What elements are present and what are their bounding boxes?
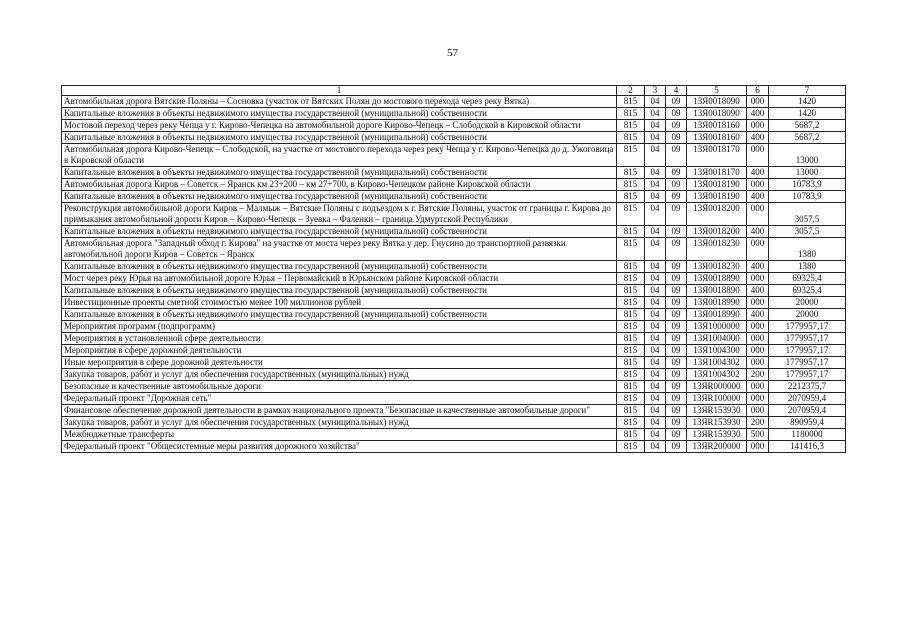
admin-code-cell: 815 [617, 120, 645, 132]
expense-type-cell: 000 [747, 144, 769, 167]
page-number: 57 [447, 47, 458, 59]
amount-cell: 1420 [769, 96, 846, 108]
description-cell: Мост через реку Юрья на автомобильной дороге Юрья – Первомайский в Юрьянском районе Кировской области [62, 273, 617, 285]
subsection-code-cell: 09 [666, 191, 687, 203]
amount-cell: 1420 [769, 108, 846, 120]
description-cell: Капитальные вложения в объекты недвижимого имущества государственной (муниципальной) собственности [62, 285, 617, 297]
description-cell: Инвестиционные проекты сметной стоимостью менее 100 миллионов рублей [62, 297, 617, 309]
table-row [62, 144, 846, 167]
section-code-cell: 04 [645, 273, 666, 285]
target-article-cell: 13Я1004302 [687, 369, 747, 381]
expense-type-cell: 000 [747, 120, 769, 132]
target-article-cell: 13Я0018090 [687, 96, 747, 108]
section-code-cell: 04 [645, 108, 666, 120]
header-col-1: 1 [62, 86, 617, 96]
table-row [62, 285, 846, 297]
description-cell: Федеральный проект "Общесистемные меры развития дорожного хозяйства" [62, 441, 617, 453]
subsection-code-cell: 09 [666, 405, 687, 417]
subsection-code-cell: 09 [666, 179, 687, 191]
expense-type-cell: 400 [747, 132, 769, 144]
section-code-cell: 04 [645, 321, 666, 333]
expense-type-cell: 000 [747, 357, 769, 369]
description-cell: Капитальные вложения в объекты недвижимого имущества государственной (муниципальной) собственности [62, 108, 617, 120]
description-cell: Автомобильная дорога Киров – Советск – Яранск км 23+200 – км 27+700, в Кирово-Чепецком районе Кировской области [62, 179, 617, 191]
section-code-cell: 04 [645, 369, 666, 381]
table-row [62, 179, 846, 191]
description-cell: Безопасные и качественные автомобильные дороги [62, 381, 617, 393]
header-col-3: 3 [645, 86, 666, 96]
subsection-code-cell: 09 [666, 357, 687, 369]
header-col-7: 7 [769, 86, 846, 96]
expense-type-cell: 000 [747, 405, 769, 417]
section-code-cell: 04 [645, 191, 666, 203]
admin-code-cell: 815 [617, 191, 645, 203]
target-article-cell: 13Я0018990 [687, 309, 747, 321]
description-cell: Капитальные вложения в объекты недвижимого имущества государственной (муниципальной) собственности [62, 226, 617, 238]
description-cell: Автомобильная дорога Кирово-Чепецк – Слободской, на участке от мостового перехода через реку Чепца у г. Кирово-Чепецка до д. Ужоговица в Кировской области [62, 144, 617, 167]
admin-code-cell: 815 [617, 226, 645, 238]
header-col-2: 2 [617, 86, 645, 96]
amount-cell: 5687,2 [769, 132, 846, 144]
admin-code-cell: 815 [617, 96, 645, 108]
target-article-cell: 13ЯR153930 [687, 405, 747, 417]
expense-type-cell: 500 [747, 429, 769, 441]
section-code-cell: 04 [645, 179, 666, 191]
admin-code-cell: 815 [617, 369, 645, 381]
target-article-cell: 13Я1004300 [687, 345, 747, 357]
target-article-cell: 13Я1004302 [687, 357, 747, 369]
table-row [62, 309, 846, 321]
expense-type-cell: 200 [747, 417, 769, 429]
description-cell: Мероприятия в сфере дорожной деятельности [62, 345, 617, 357]
subsection-code-cell: 09 [666, 96, 687, 108]
description-cell: Капитальные вложения в объекты недвижимого имущества государственной (муниципальной) собственности [62, 132, 617, 144]
table-row [62, 297, 846, 309]
admin-code-cell: 815 [617, 238, 645, 261]
amount-cell: 1779957,17 [769, 369, 846, 381]
description-cell: Мероприятия в установленной сфере деятельности [62, 333, 617, 345]
amount-cell: 1180000 [769, 429, 846, 441]
subsection-code-cell: 09 [666, 309, 687, 321]
admin-code-cell: 815 [617, 321, 645, 333]
amount-cell: 20000 [769, 297, 846, 309]
admin-code-cell: 815 [617, 144, 645, 167]
table-row [62, 203, 846, 226]
target-article-cell: 13Я0018170 [687, 167, 747, 179]
amount-cell: 2070959,4 [769, 405, 846, 417]
expense-type-cell: 400 [747, 261, 769, 273]
section-code-cell: 04 [645, 357, 666, 369]
subsection-code-cell: 09 [666, 144, 687, 167]
target-article-cell: 13ЯR000000 [687, 381, 747, 393]
admin-code-cell: 815 [617, 108, 645, 120]
table-row [62, 261, 846, 273]
admin-code-cell: 815 [617, 203, 645, 226]
admin-code-cell: 815 [617, 417, 645, 429]
target-article-cell: 13Я0018990 [687, 297, 747, 309]
header-col-6: 6 [747, 86, 769, 96]
amount-cell: 69325,4 [769, 273, 846, 285]
subsection-code-cell: 09 [666, 203, 687, 226]
subsection-code-cell: 09 [666, 261, 687, 273]
target-article-cell: 13Я0018170 [687, 144, 747, 167]
subsection-code-cell: 09 [666, 167, 687, 179]
target-article-cell: 13Я0018160 [687, 120, 747, 132]
table-row [62, 393, 846, 405]
table-row [62, 273, 846, 285]
expense-type-cell: 400 [747, 226, 769, 238]
expense-type-cell: 000 [747, 96, 769, 108]
subsection-code-cell: 09 [666, 108, 687, 120]
table-row [62, 429, 846, 441]
table-row [62, 369, 846, 381]
table-row [62, 238, 846, 261]
expense-type-cell: 000 [747, 321, 769, 333]
description-cell: Реконструкция автомобильной дороги Киров – Малмыж – Вятские Поляны с подъездом к г. Вятские Поляны, участок от границы г. Кирова до примыкания автомобильной дороги Киров – Кирово-Чепецк – Зуевка – Фаленки – граница Удмуртской Республики [62, 203, 617, 226]
description-cell: Межбюджетные трансферты [62, 429, 617, 441]
table-row [62, 120, 846, 132]
admin-code-cell: 815 [617, 285, 645, 297]
section-code-cell: 04 [645, 345, 666, 357]
admin-code-cell: 815 [617, 297, 645, 309]
target-article-cell: 13Я0018190 [687, 191, 747, 203]
expense-type-cell: 200 [747, 369, 769, 381]
admin-code-cell: 815 [617, 393, 645, 405]
table-row [62, 321, 846, 333]
section-code-cell: 04 [645, 429, 666, 441]
amount-cell: 890959,4 [769, 417, 846, 429]
amount-cell: 1380 [769, 238, 846, 261]
subsection-code-cell: 09 [666, 120, 687, 132]
expense-type-cell: 400 [747, 167, 769, 179]
subsection-code-cell: 09 [666, 132, 687, 144]
table-row [62, 108, 846, 120]
description-cell: Капитальные вложения в объекты недвижимого имущества государственной (муниципальной) собственности [62, 309, 617, 321]
section-code-cell: 04 [645, 120, 666, 132]
admin-code-cell: 815 [617, 261, 645, 273]
table-row [62, 167, 846, 179]
target-article-cell: 13Я1000000 [687, 321, 747, 333]
expense-type-cell: 400 [747, 285, 769, 297]
target-article-cell: 13ЯR153930 [687, 417, 747, 429]
section-code-cell: 04 [645, 333, 666, 345]
target-article-cell: 13ЯR100000 [687, 393, 747, 405]
target-article-cell: 13Я0018890 [687, 273, 747, 285]
amount-cell: 141416,3 [769, 441, 846, 453]
section-code-cell: 04 [645, 261, 666, 273]
amount-cell: 2070959,4 [769, 393, 846, 405]
description-cell: Капитальные вложения в объекты недвижимого имущества государственной (муниципальной) собственности [62, 261, 617, 273]
amount-cell: 3057,5 [769, 226, 846, 238]
description-cell: Автомобильная дорога Вятские Поляны – Сосновка (участок от Вятских Полян до мостового перехода через реку Вятка) [62, 96, 617, 108]
amount-cell: 20000 [769, 309, 846, 321]
target-article-cell: 13Я0018200 [687, 203, 747, 226]
amount-cell: 1779957,17 [769, 345, 846, 357]
budget-table [61, 85, 846, 453]
target-article-cell: 13ЯR200000 [687, 441, 747, 453]
amount-cell: 5687,2 [769, 120, 846, 132]
amount-cell: 1779957,17 [769, 357, 846, 369]
description-cell: Капитальные вложения в объекты недвижимого имущества государственной (муниципальной) собственности [62, 191, 617, 203]
section-code-cell: 04 [645, 393, 666, 405]
amount-cell: 13000 [769, 144, 846, 167]
table-row [62, 132, 846, 144]
amount-cell: 1380 [769, 261, 846, 273]
description-cell: Федеральный проект "Дорожная сеть" [62, 393, 617, 405]
expense-type-cell: 000 [747, 297, 769, 309]
target-article-cell: 13Я0018090 [687, 108, 747, 120]
description-cell: Капитальные вложения в объекты недвижимого имущества государственной (муниципальной) собственности [62, 167, 617, 179]
table-row [62, 405, 846, 417]
subsection-code-cell: 09 [666, 417, 687, 429]
header-col-5: 5 [687, 86, 747, 96]
target-article-cell: 13Я0018200 [687, 226, 747, 238]
section-code-cell: 04 [645, 226, 666, 238]
section-code-cell: 04 [645, 144, 666, 167]
admin-code-cell: 815 [617, 309, 645, 321]
section-code-cell: 04 [645, 441, 666, 453]
table-row [62, 96, 846, 108]
target-article-cell: 13Я1004000 [687, 333, 747, 345]
section-code-cell: 04 [645, 167, 666, 179]
subsection-code-cell: 09 [666, 297, 687, 309]
description-cell: Мероприятия программ (подпрограмм) [62, 321, 617, 333]
target-article-cell: 13Я0018190 [687, 179, 747, 191]
subsection-code-cell: 09 [666, 321, 687, 333]
description-cell: Закупка товаров, работ и услуг для обеспечения государственных (муниципальных) нужд [62, 417, 617, 429]
amount-cell: 1779957,17 [769, 333, 846, 345]
target-article-cell: 13Я0018230 [687, 238, 747, 261]
subsection-code-cell: 09 [666, 226, 687, 238]
expense-type-cell: 400 [747, 309, 769, 321]
expense-type-cell: 000 [747, 441, 769, 453]
description-cell: Мостовой переход через реку Чепца у г. Кирово-Чепецка на автомобильной дороге Кирово-Чепецк – Слободской в Кировской области [62, 120, 617, 132]
expense-type-cell: 000 [747, 179, 769, 191]
expense-type-cell: 000 [747, 381, 769, 393]
table-body [62, 96, 846, 453]
expense-type-cell: 400 [747, 108, 769, 120]
section-code-cell: 04 [645, 285, 666, 297]
table-row [62, 417, 846, 429]
table-row [62, 345, 846, 357]
expense-type-cell: 000 [747, 238, 769, 261]
expense-type-cell: 000 [747, 393, 769, 405]
section-code-cell: 04 [645, 238, 666, 261]
amount-cell: 10783,9 [769, 191, 846, 203]
section-code-cell: 04 [645, 381, 666, 393]
subsection-code-cell: 09 [666, 429, 687, 441]
admin-code-cell: 815 [617, 441, 645, 453]
section-code-cell: 04 [645, 96, 666, 108]
admin-code-cell: 815 [617, 132, 645, 144]
target-article-cell: 13Я0018160 [687, 132, 747, 144]
admin-code-cell: 815 [617, 429, 645, 441]
header-col-4: 4 [666, 86, 687, 96]
table-row [62, 381, 846, 393]
admin-code-cell: 815 [617, 357, 645, 369]
table-row [62, 191, 846, 203]
admin-code-cell: 815 [617, 405, 645, 417]
subsection-code-cell: 09 [666, 238, 687, 261]
expense-type-cell: 000 [747, 203, 769, 226]
admin-code-cell: 815 [617, 167, 645, 179]
amount-cell: 2212375,7 [769, 381, 846, 393]
admin-code-cell: 815 [617, 333, 645, 345]
amount-cell: 1779957,17 [769, 321, 846, 333]
expense-type-cell: 000 [747, 333, 769, 345]
target-article-cell: 13ЯR153930 [687, 429, 747, 441]
section-code-cell: 04 [645, 297, 666, 309]
subsection-code-cell: 09 [666, 285, 687, 297]
amount-cell: 3057,5 [769, 203, 846, 226]
subsection-code-cell: 09 [666, 273, 687, 285]
amount-cell: 13000 [769, 167, 846, 179]
subsection-code-cell: 09 [666, 345, 687, 357]
table-row [62, 333, 846, 345]
subsection-code-cell: 09 [666, 381, 687, 393]
expense-type-cell: 000 [747, 345, 769, 357]
table-row [62, 441, 846, 453]
subsection-code-cell: 09 [666, 369, 687, 381]
amount-cell: 69325,4 [769, 285, 846, 297]
admin-code-cell: 815 [617, 345, 645, 357]
description-cell: Автомобильная дорога "Западный обход г. Кирова" на участке от моста через реку Вятка у дер. Гнусино до транспортной развязки автомобильной дороги Киров – Советск – Яранск [62, 238, 617, 261]
section-code-cell: 04 [645, 203, 666, 226]
subsection-code-cell: 09 [666, 441, 687, 453]
expense-type-cell: 000 [747, 273, 769, 285]
section-code-cell: 04 [645, 309, 666, 321]
amount-cell: 10783,9 [769, 179, 846, 191]
admin-code-cell: 815 [617, 273, 645, 285]
subsection-code-cell: 09 [666, 333, 687, 345]
admin-code-cell: 815 [617, 179, 645, 191]
section-code-cell: 04 [645, 132, 666, 144]
expense-type-cell: 400 [747, 191, 769, 203]
target-article-cell: 13Я0018890 [687, 285, 747, 297]
table-row [62, 357, 846, 369]
target-article-cell: 13Я0018230 [687, 261, 747, 273]
header-row [62, 86, 846, 96]
table-row [62, 226, 846, 238]
section-code-cell: 04 [645, 405, 666, 417]
section-code-cell: 04 [645, 417, 666, 429]
admin-code-cell: 815 [617, 381, 645, 393]
description-cell: Финансовое обеспечение дорожной деятельности в рамках национального проекта "Безопасные и качественные автомобильные дороги" [62, 405, 617, 417]
description-cell: Закупка товаров, работ и услуг для обеспечения государственных (муниципальных) нужд [62, 369, 617, 381]
subsection-code-cell: 09 [666, 393, 687, 405]
description-cell: Иные мероприятия в сфере дорожной деятельности [62, 357, 617, 369]
